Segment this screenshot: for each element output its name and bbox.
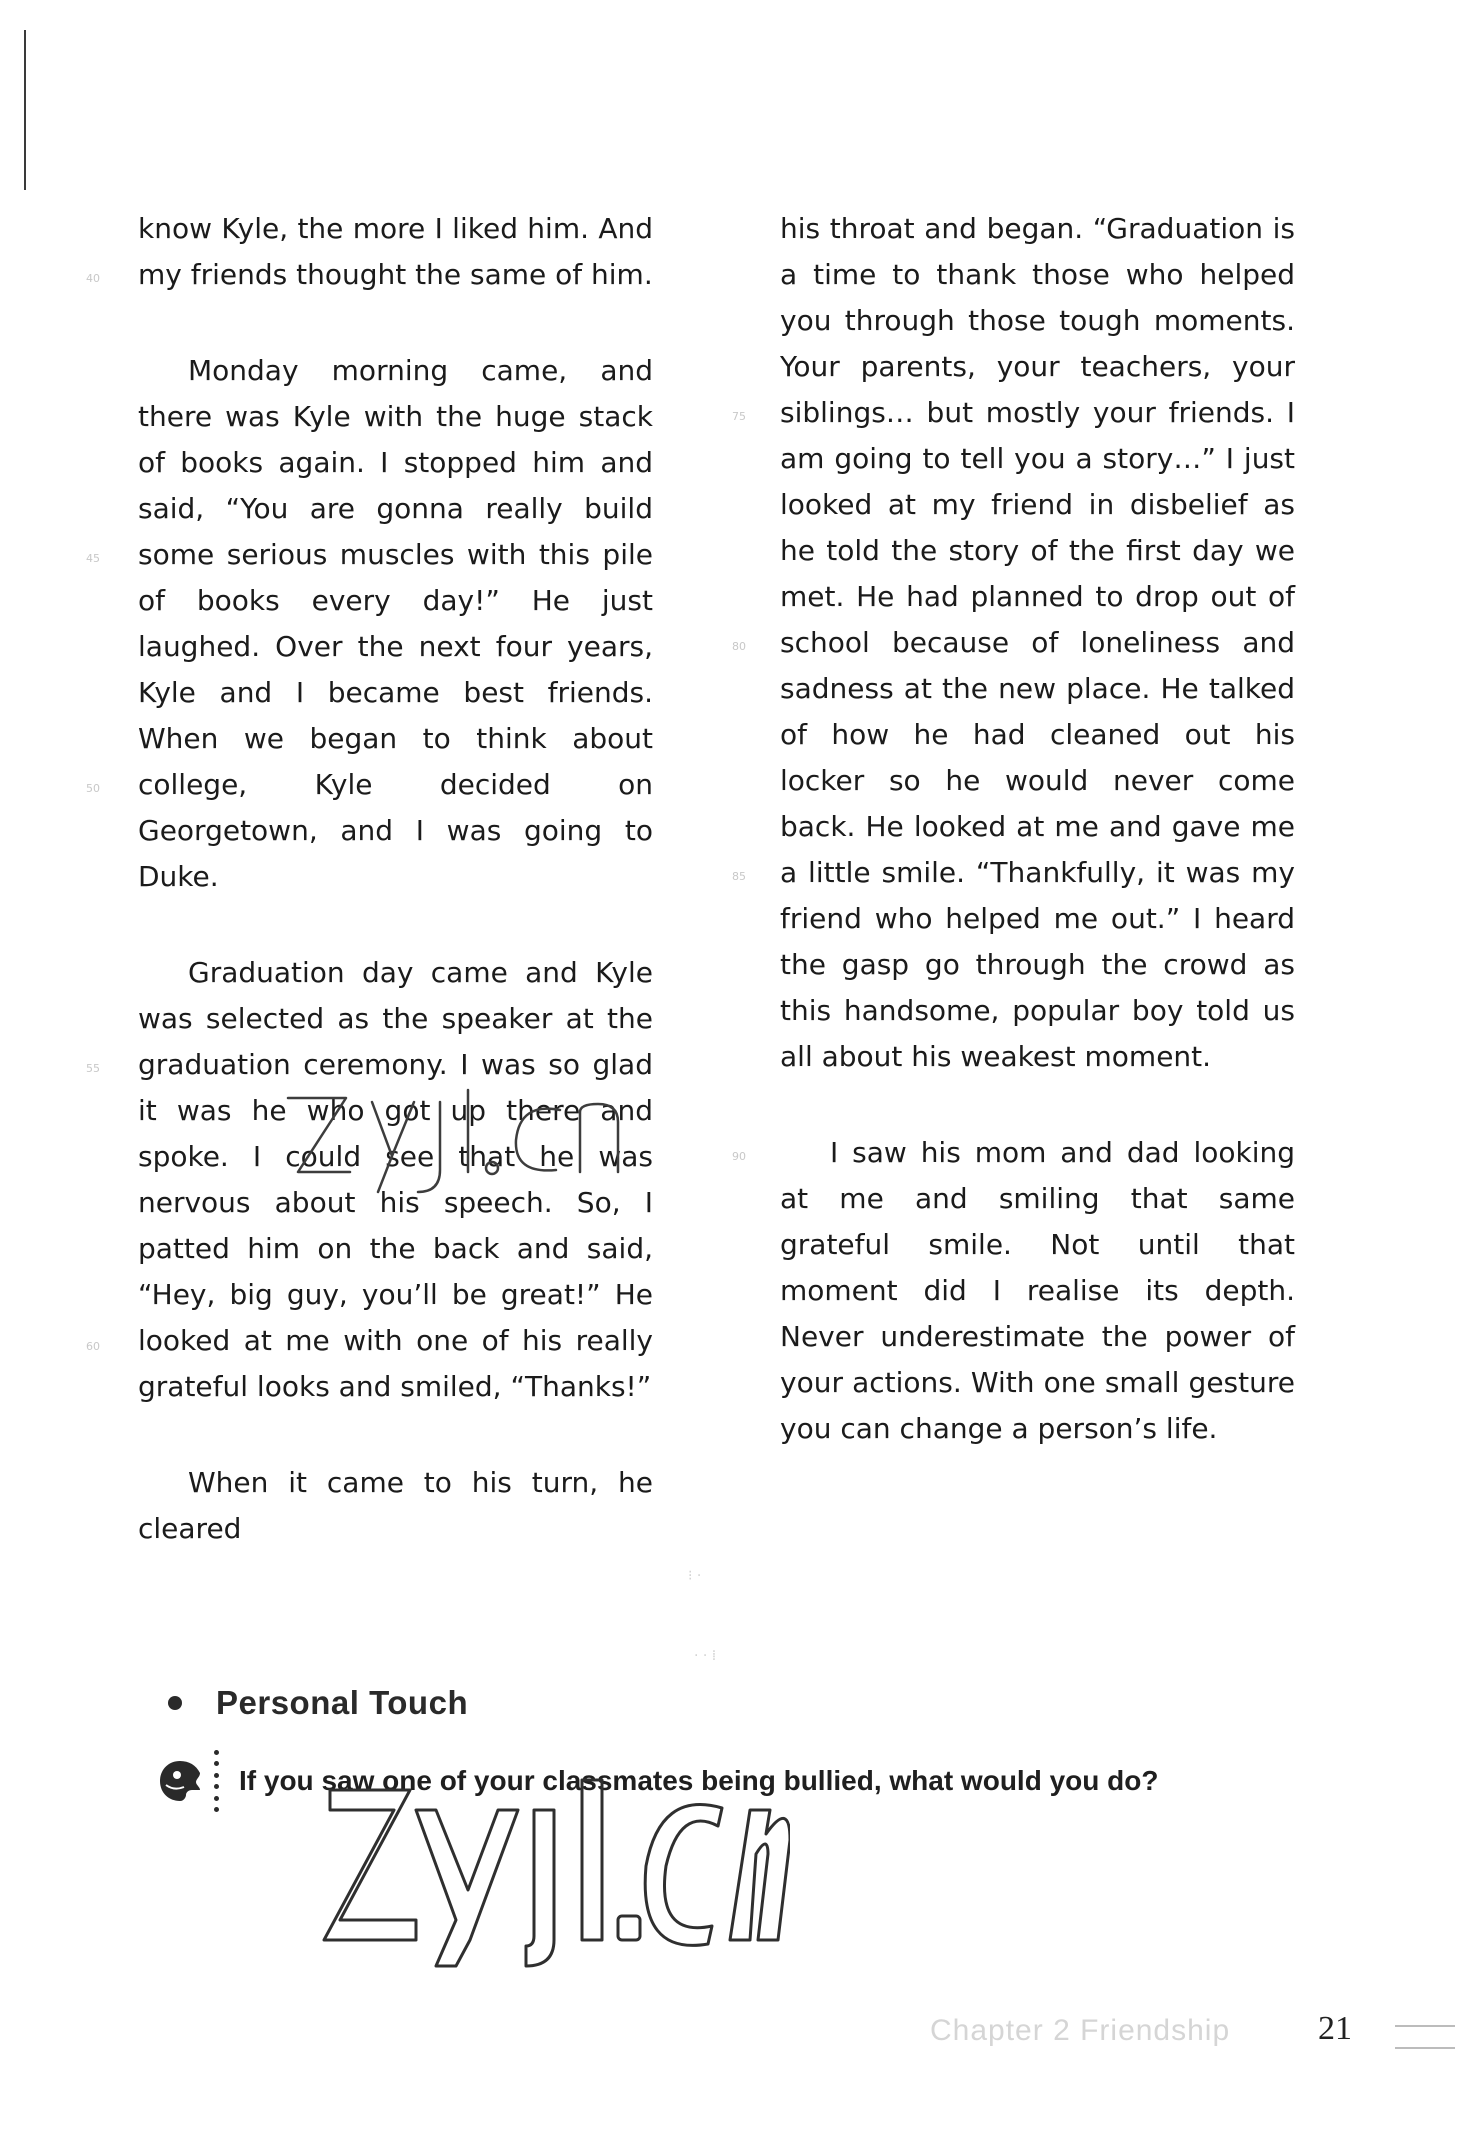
scan-artifact: ⁝ · — [688, 1568, 702, 1584]
question-text: If you saw one of your classmates being bullied, what would you do? — [239, 1765, 1159, 1796]
section-title: Personal Touch — [216, 1684, 469, 1721]
line-marker: 90 — [732, 1150, 746, 1163]
line-marker: 55 — [86, 1062, 100, 1075]
line-marker: 60 — [86, 1340, 100, 1353]
paragraph: know Kyle, the more I liked him. And my friends thought the same of him. — [138, 212, 653, 291]
speech-head-icon — [158, 1759, 202, 1803]
line-marker: 75 — [732, 410, 746, 423]
personal-touch-question — [158, 1750, 1158, 1812]
line-marker: 45 — [86, 552, 100, 565]
running-head: Chapter 2 Friendship — [930, 2014, 1231, 2047]
paragraph: When it came to his turn, he cleared — [138, 1466, 653, 1545]
line-marker: 40 — [86, 272, 100, 285]
page-edge-line — [24, 30, 26, 190]
personal-touch-heading — [168, 1684, 468, 1722]
scan-artifact: · · ⁞ — [694, 1648, 717, 1664]
paragraph: I saw his mom and dad looking at me and smiling that same grateful smile. Not until that moment did I realise its depth. Never underestimate the power of your actions. With one small gesture you can change a person’s life. — [780, 1136, 1295, 1445]
bullet-icon — [168, 1696, 182, 1710]
line-marker: 85 — [732, 870, 746, 883]
paragraph: his throat and began. “Graduation is a time to thank those who helped you through those tough moments. Your parents, your teachers, your siblings… but mostly your friends. I am going to tell you a story…” I just looked at my friend in disbelief as he told the story of the first day we met. He had planned to drop out of school because of loneliness and sadness at the new place. He talked of how he had cleaned out his locker so he would never come back. He looked at me and gave me a little smile. “Thankfully, it was my friend who helped me out.” I heard the gasp go through the crowd as this handsome, popular boy told us all about his weakest moment. — [780, 212, 1295, 1073]
right-column — [780, 206, 1295, 1452]
dotted-divider — [214, 1750, 219, 1812]
line-marker: 50 — [86, 782, 100, 795]
page-number: 21 — [1318, 2010, 1352, 2047]
chapter-tab-icon — [1395, 2025, 1455, 2049]
line-marker: 80 — [732, 640, 746, 653]
left-column — [138, 206, 653, 1552]
paragraph: Monday morning came, and there was Kyle with the huge stack of books again. I stopped him and said, “You are gonna really build some serious muscles with this pile of books every day!” He just laughed. Over the next four years, Kyle and I became best friends. When we began to think about college, Kyle decided on Georgetown, and I was going to Duke. — [138, 354, 653, 893]
paragraph: Graduation day came and Kyle was selected as the speaker at the graduation ceremony. I was so glad it was he who got up there and spoke. I could see that he was nervous about his speech. So, I patted him on the back and said, “Hey, big guy, you’ll be great!” He looked at me with one of his really grateful looks and smiled, “Thanks!” — [138, 956, 653, 1403]
